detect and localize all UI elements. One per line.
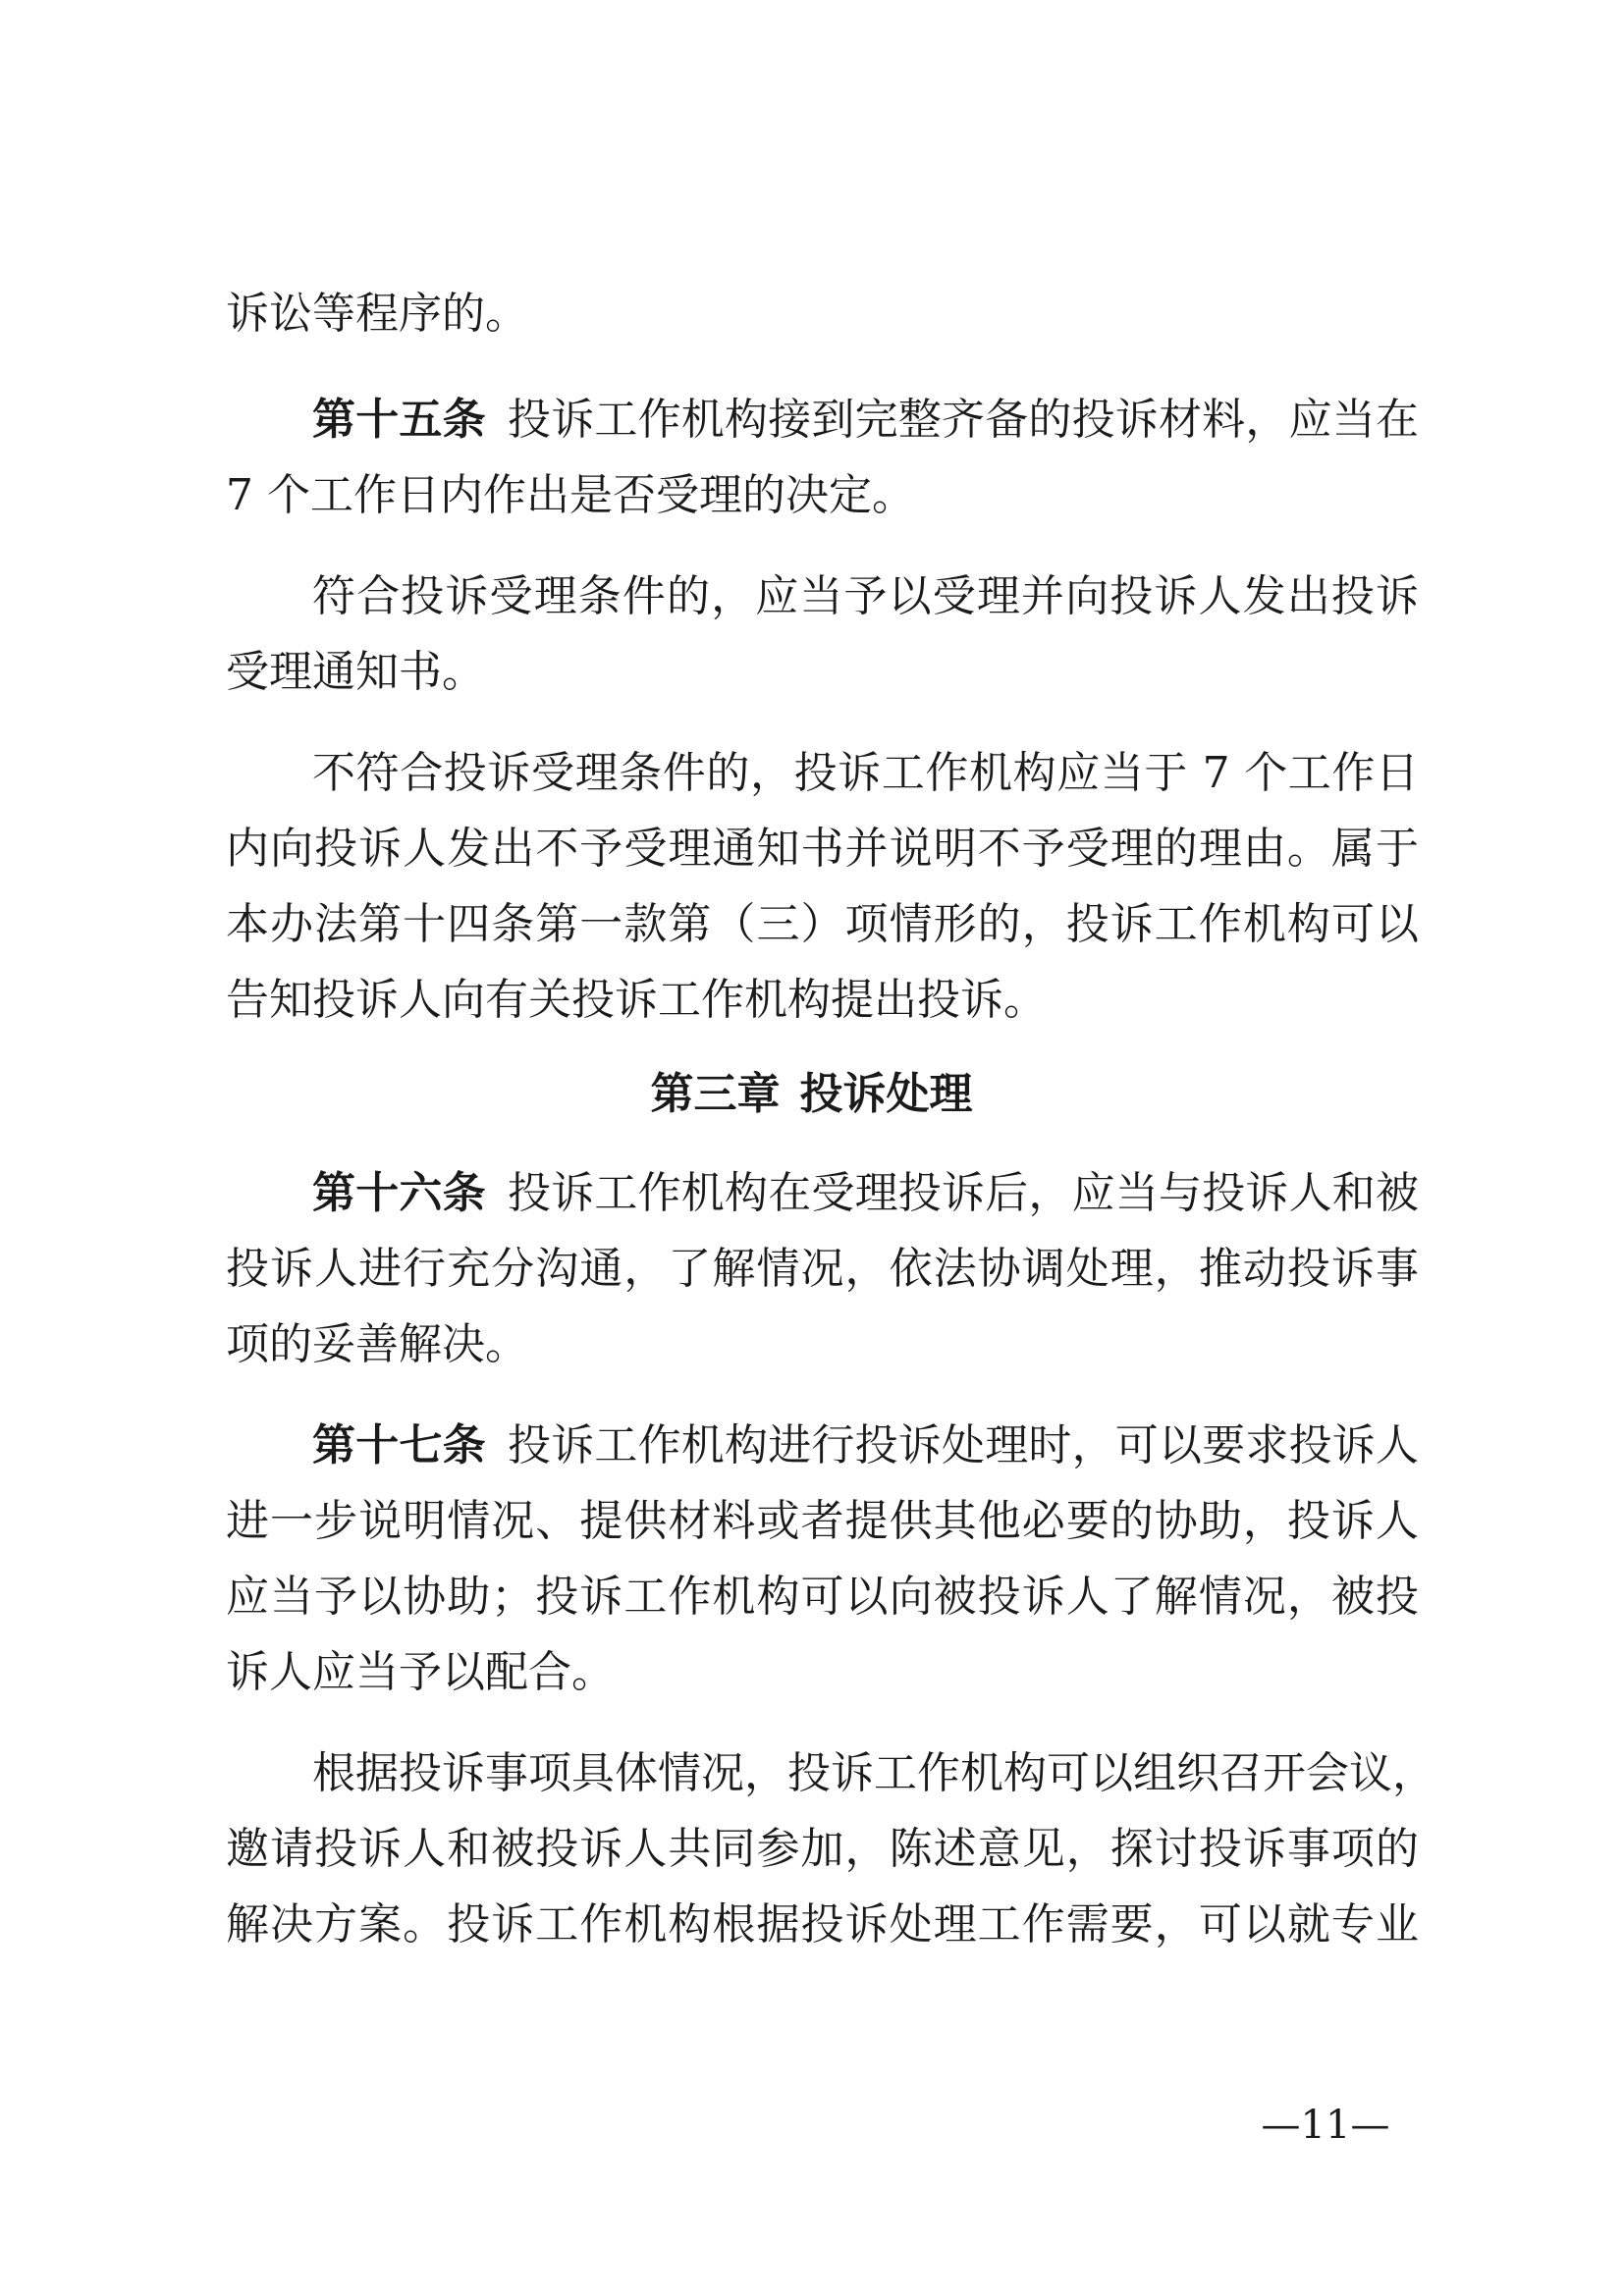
text-line: 诉人应当予以配合。 <box>226 1647 615 1697</box>
text-line: 投诉人进行充分沟通，了解情况，依法协调处理，推动投诉事 <box>226 1244 1419 1294</box>
chapter-title: 投诉处理 <box>799 1069 973 1119</box>
text-line: 诉讼等程序的。 <box>226 289 528 339</box>
text-line: 受理通知书。 <box>226 647 485 697</box>
article-number: 第十六条 <box>312 1168 486 1218</box>
chapter-heading <box>0 1065 1623 1124</box>
article-text: 投诉工作机构接到完整齐备的投诉材料，应当在 <box>507 395 1420 445</box>
article-16-line <box>312 1164 1419 1223</box>
article-15-line <box>312 391 1419 450</box>
article-number: 第十七条 <box>312 1420 486 1470</box>
text-line: 邀请投诉人和被投诉人共同参加，陈述意见，探讨投诉事项的 <box>226 1824 1419 1874</box>
text-line: 不符合投诉受理条件的，投诉工作机构应当于 7 个工作日 <box>312 748 1419 798</box>
text-line: 内向投诉人发出不予受理通知书并说明不予受理的理由。属于 <box>226 824 1419 874</box>
text-line: 告知投诉人向有关投诉工作机构提出投诉。 <box>226 975 1047 1025</box>
chapter-number: 第三章 <box>650 1069 781 1119</box>
text-line: 进一步说明情况、提供材料或者提供其他必要的协助，投诉人 <box>226 1496 1419 1546</box>
article-text: 投诉工作机构进行投诉处理时，可以要求投诉人 <box>507 1420 1420 1470</box>
text-line: 根据投诉事项具体情况，投诉工作机构可以组织召开会议， <box>312 1748 1435 1798</box>
text-line: 7 个工作日内作出是否受理的决定。 <box>226 470 915 520</box>
text-line: 应当予以协助；投诉工作机构可以向被投诉人了解情况，被投 <box>226 1572 1419 1622</box>
text-line: 项的妥善解决。 <box>226 1319 528 1369</box>
text-line: 符合投诉受理条件的，应当予以受理并向投诉人发出投诉 <box>312 571 1419 621</box>
text-line: 解决方案。投诉工作机构根据投诉处理工作需要，可以就专业 <box>226 1899 1419 1949</box>
article-text: 投诉工作机构在受理投诉后，应当与投诉人和被 <box>507 1168 1420 1218</box>
text-line: 本办法第十四条第一款第（三）项情形的，投诉工作机构可以 <box>226 899 1419 949</box>
page-number: —11— <box>1261 2103 1390 2148</box>
article-number: 第十五条 <box>312 395 486 445</box>
article-17-line <box>312 1416 1419 1475</box>
